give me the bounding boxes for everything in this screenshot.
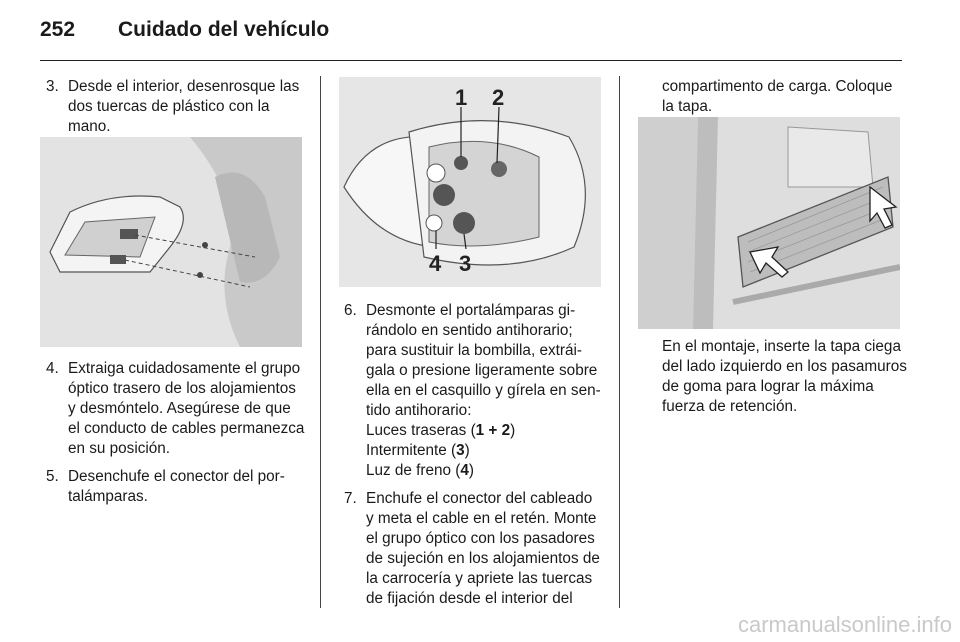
step-text: Enchufe el conector del cableado y meta el cable en el retén. Monte el grupo óptico con los pasadores de sujeción en los alojamientos de la carrocería y apriete las tuercas de fijación desde el interior del: [366, 490, 600, 607]
figure-label-2: 2: [492, 85, 505, 110]
column-divider-2: [619, 76, 620, 608]
step-text: Desenchufe el conector del portalámparas.: [68, 468, 285, 505]
column-1-lower: [46, 359, 306, 507]
sub-brake-light: Luz de freno (4): [366, 462, 475, 479]
cover-illustration: [638, 117, 900, 329]
figure-cover-insertion: [638, 117, 900, 329]
figure-label-4: 4: [429, 251, 442, 276]
figure-tail-light-removal: [40, 137, 302, 347]
column-2: [344, 301, 604, 609]
figure-bulb-holder: [339, 77, 601, 287]
step-3: [46, 77, 306, 137]
step-number: 4.: [46, 360, 59, 377]
step-number: 6.: [344, 302, 357, 319]
tail-light-illustration: [40, 137, 302, 347]
page-number: 252: [40, 18, 76, 41]
figure-label-3: 3: [459, 251, 472, 276]
step-5: [46, 467, 306, 507]
step-4: [46, 359, 306, 459]
bulb-holder-illustration: [339, 77, 601, 287]
watermark: carmanualsonline.info: [737, 612, 952, 637]
step-6: [344, 301, 604, 481]
sub-indicator: Intermitente (3): [366, 442, 470, 459]
header-rule: [40, 60, 902, 61]
step-number: 5.: [46, 468, 59, 485]
step-text: Desmonte el portalámparas girándolo en sentido antihorario; para sustituir la bombilla, extráigala o presione ligeramente sobre ella en el casquillo y gírela en sentido antihorario:: [366, 302, 601, 419]
column-3-top: [662, 77, 908, 117]
column-divider-1: [320, 76, 321, 608]
step-number: 3.: [46, 78, 59, 95]
step-text: Extraiga cuidadosamente el grupo óptico trasero de los alojamientos y desmóntelo. Asegúrese de que el conducto de cables permanezca en su posición.: [68, 360, 305, 457]
step-text: Desde el interior, desenrosque las dos tuercas de plástico con la mano.: [68, 78, 300, 135]
step-number: 7.: [344, 490, 357, 507]
continuation-text: compartimento de carga. Coloque la tapa.: [662, 78, 893, 115]
step-7: [344, 489, 604, 609]
note-text: En el montaje, inserte la tapa ciega del lado izquierdo en los pasamuros de goma para lograr la máxima fuerza de retención.: [662, 338, 907, 415]
page-title: Cuidado del vehículo: [118, 18, 330, 41]
column-1: [46, 77, 306, 137]
figure-label-1: 1: [455, 85, 468, 110]
sub-rear-lights: Luces traseras (1 + 2): [366, 422, 516, 439]
column-3-note: [662, 337, 908, 417]
